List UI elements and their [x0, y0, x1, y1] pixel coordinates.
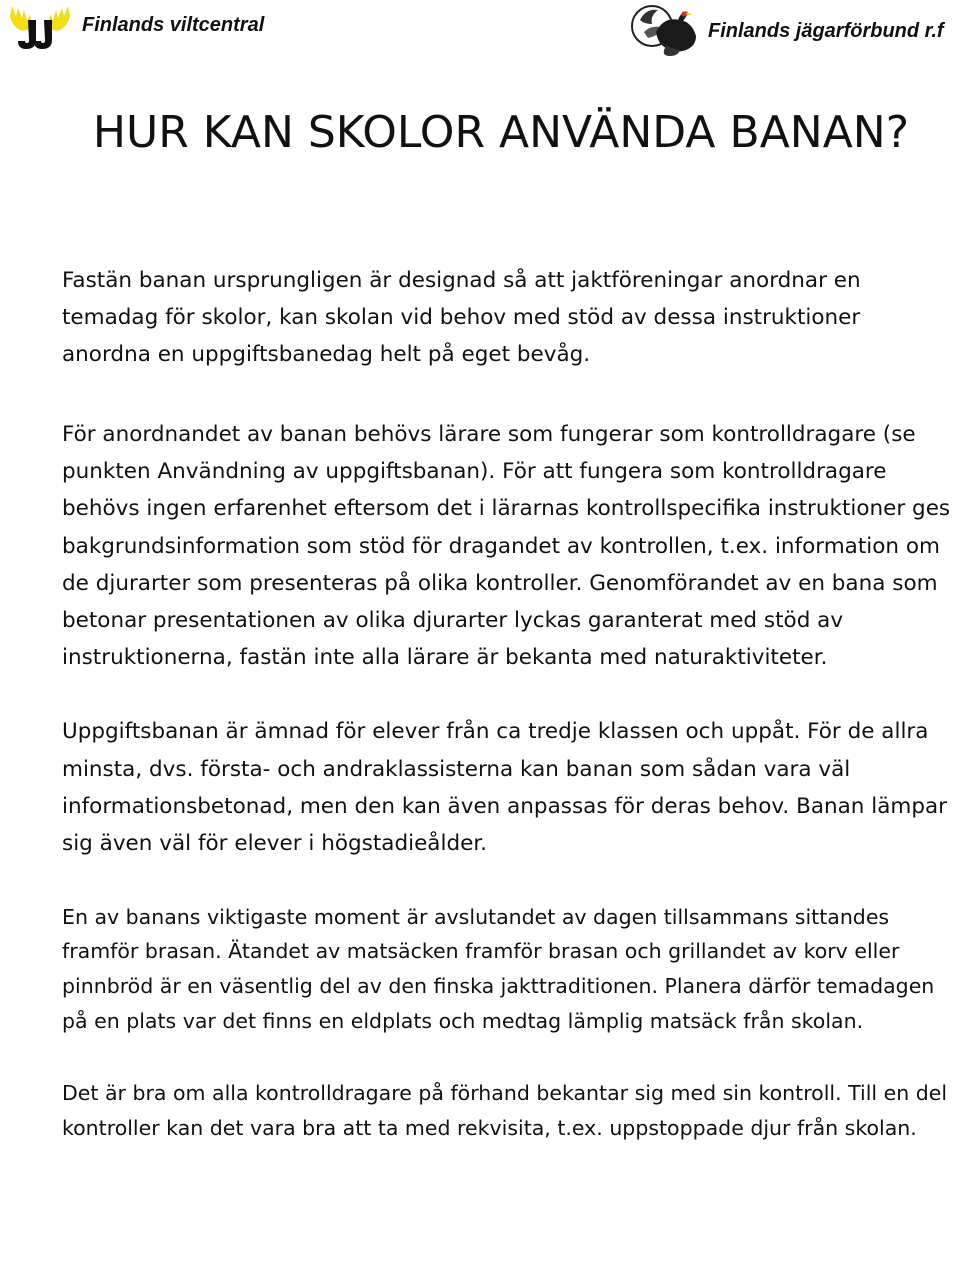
- page-header: [0, 0, 960, 60]
- paragraph: För anordnandet av banan behövs lärare som fungerar som kontrolldragare (se punkten Användning av uppgiftsbanan). För att fungera som kontrolldragare behövs ingen erfarenhet eftersom det i lärarnas kontrollspecifika instruktioner ges bakgrundsinformation som stöd för dragandet av kontrollen, t.ex. information om de djurarter som presenteras på olika kontroller. Genomförandet av en bana som betonar presentationen av olika djurarter lyckas garanterat med stöd av instruktionerna, fastän inte alla lärare är bekanta med naturaktiviteter.: [62, 422, 951, 671]
- org-name-left: Finlands viltcentral: [82, 14, 265, 36]
- document-body: [62, 262, 952, 1145]
- org-name-right: Finlands jägarförbund r.f: [708, 20, 944, 42]
- antler-emblem-icon: [6, 2, 74, 50]
- paragraph: Fastän banan ursprungligen är designad så att jaktföreningar anordnar en temadag för skolor, kan skolan vid behov med stöd av dessa instruktioner anordna en uppgiftsbanedag helt på eget bevåg.: [62, 268, 861, 367]
- grouse-emblem-icon: [630, 2, 706, 58]
- document-title: HUR KAN SKOLOR ANVÄNDA BANAN?: [92, 107, 910, 158]
- paragraph: En av banans viktigaste moment är avslutandet av dagen tillsammans sittandes framför brasan. Ätandet av matsäcken framför brasan och grillandet av korv eller pinnbröd är en väsentlig del av den finska jakttraditionen. Planera därför temadagen på en plats var det finns en eldplats och medtag lämplig matsäck från skolan.: [62, 904, 935, 1033]
- paragraph: Uppgiftsbanan är ämnad för elever från ca tredje klassen och uppåt. För de allra minsta, dvs. första- och andraklassisterna kan banan som sådan vara väl informationsbetonad, men den kan även anpassas för deras behov. Banan lämpar sig även väl för elever i högstadieålder.: [62, 719, 948, 857]
- paragraph: Det är bra om alla kontrolldragare på förhand bekantar sig med sin kontroll. Till en del kontroller kan det vara bra att ta med rekvisita, t.ex. uppstoppade djur från skolan.: [62, 1081, 948, 1140]
